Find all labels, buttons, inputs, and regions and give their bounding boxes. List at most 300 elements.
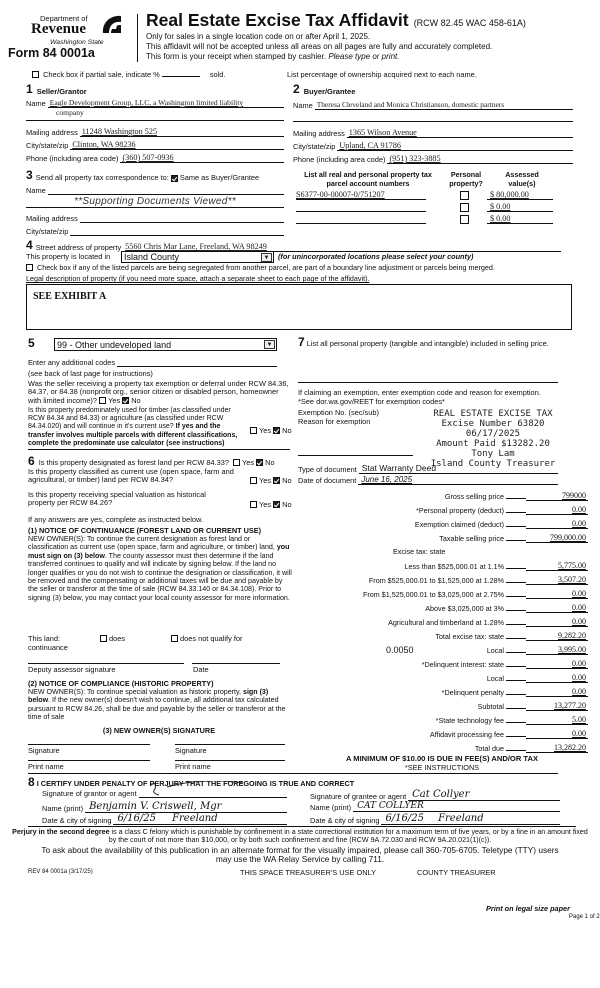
- county-note: (for unincorporated locations please select your county): [278, 252, 474, 261]
- personal-property-checkbox[interactable]: [460, 191, 469, 200]
- doc-date-value: June 16, 2025: [361, 475, 413, 484]
- this-land-label: This land:: [28, 634, 61, 643]
- partial-sale-row: [32, 70, 225, 79]
- doc-type-value: Stat Warranty Deed: [361, 463, 437, 473]
- owner1-signature-label: Signature: [28, 746, 60, 755]
- personal-property-checkbox[interactable]: [460, 215, 469, 224]
- land-use-select[interactable]: [54, 338, 277, 351]
- chevron-down-icon[interactable]: ▼: [261, 253, 272, 262]
- personal-col-header: Personal property?: [449, 170, 483, 188]
- compliance-text-c: . If the new owner(s) doesn't wish to continue, all additional tax calculated pursuant to RCW 84.26, shall be due and payable by the seller or transferor at the time of sale: [28, 696, 286, 722]
- deputy-signature-label: Deputy assessor signature: [28, 665, 116, 674]
- total-state-row: [296, 630, 588, 641]
- same-as-buyer-checkbox[interactable]: [171, 175, 178, 182]
- new-owner-signature-heading: (3) NEW OWNER(S) SIGNATURE: [102, 726, 216, 735]
- timber-question-bold: If yes and the transfer involves multiple parcels with different classifications, complete the predominate use calculator (see instructions): [28, 423, 238, 447]
- if-yes-note: If any answers are yes, complete as instructed below.: [28, 515, 203, 524]
- section-5-number: 5: [28, 336, 35, 350]
- chevron-down-icon[interactable]: ▼: [264, 340, 275, 349]
- correspondence-label: Send all property tax correspondence to:: [35, 173, 169, 182]
- total-due-value[interactable]: 13,282.20: [526, 743, 588, 753]
- buyer-section: [293, 82, 573, 164]
- grantor-date-value: 6/16/25: [117, 813, 156, 824]
- personal-property-list-label: List all personal property (tangible and intangible) included in selling price.: [306, 339, 549, 348]
- stamp-title: REAL ESTATE EXCISE TAX: [433, 409, 553, 419]
- buyer-city-row: [293, 141, 573, 151]
- washington-state-label: Washington State: [50, 39, 104, 46]
- historic-no-checkbox[interactable]: [273, 501, 280, 508]
- type-print-note: Please type or print.: [328, 52, 400, 61]
- total-state-label: Total excise tax: state: [435, 632, 504, 641]
- grantee-date-value: 6/16/25: [385, 813, 424, 824]
- no-label: No: [282, 426, 292, 435]
- treasurer-receipt-stamp: [418, 409, 568, 469]
- notice-text-a: NEW OWNER(S): To continue the current designation as forest land or classification as current use (open space, farm and agriculture, or timber) land,: [28, 535, 275, 552]
- timber-yes-checkbox[interactable]: [250, 427, 257, 434]
- does-label: does: [109, 634, 126, 643]
- receipt-note: This form is your receipt when stamped by cashier.: [146, 52, 327, 61]
- buyer-mailing-row: [293, 128, 573, 138]
- total-state-value[interactable]: 9,282.20: [526, 631, 588, 641]
- assessed-value: $ 0.00: [490, 202, 511, 211]
- grantee-name-value: CAT COLLYER: [357, 801, 424, 811]
- does-checkbox[interactable]: [100, 635, 107, 642]
- tech-fee-label: *State technology fee: [435, 716, 504, 725]
- notice-compliance-heading: (2) NOTICE OF COMPLIANCE (HISTORIC PROPERTY): [28, 679, 214, 688]
- buyer-phone-field[interactable]: [387, 154, 573, 164]
- seller-mailing-value: 11248 Washington 525: [81, 127, 158, 136]
- form-title: Real Estate Excise Tax Affidavit: [146, 10, 409, 30]
- header-divider: [137, 14, 138, 62]
- dor-swirl-icon: [100, 13, 124, 37]
- additional-codes-row: [28, 358, 288, 367]
- grantor-name-row: [42, 801, 287, 813]
- correspondence-section: [26, 168, 284, 236]
- does-not-option: [171, 634, 242, 643]
- seller-mailing-label: Mailing address: [26, 128, 78, 137]
- exemption-claimed-value[interactable]: 0.00: [526, 519, 588, 529]
- tier2-value[interactable]: 3,507.20: [526, 575, 588, 585]
- delinquent-penalty-value[interactable]: 0.00: [526, 687, 588, 697]
- grantee-date-field[interactable]: [381, 813, 560, 825]
- processing-fee-value[interactable]: 0.00: [526, 729, 588, 739]
- deputy-date-line[interactable]: [192, 663, 280, 664]
- correspondence-mailing-row: [26, 214, 284, 223]
- seller-phone-value: (360) 507-0936: [122, 153, 174, 162]
- notice-compliance-text: [28, 688, 292, 722]
- doc-type-label: Type of document: [298, 465, 357, 474]
- deputy-date-label: Date: [193, 665, 209, 674]
- ownership-note: List percentage of ownership acquired next to each name.: [287, 70, 477, 79]
- segregate-label: Check box if any of the listed parcels are being segregated from another parcel, are part of a boundary line adjustment or parcels being merged.: [37, 263, 495, 272]
- seller-name-line2: company: [56, 108, 84, 117]
- buyer-mailing-label: Mailing address: [293, 129, 345, 138]
- partial-sale-suffix: sold.: [209, 70, 226, 79]
- personal-property-list-field[interactable]: [298, 382, 558, 383]
- buyer-city-label: City/state/zip: [293, 142, 336, 151]
- notice-text-bold: you must sign on (3) below: [28, 543, 290, 560]
- segregate-checkbox[interactable]: [26, 264, 33, 271]
- parcel-col-header: List all real and personal property tax parcel account numbers: [304, 170, 432, 188]
- tier3-label: From $1,525,000.01 to $3,025,000 at 2.75%: [362, 590, 504, 599]
- current-use-no-checkbox[interactable]: [273, 477, 280, 484]
- delinquent-penalty-label: *Delinquent penalty: [441, 688, 504, 697]
- doc-date-label: Date of document: [298, 476, 357, 485]
- delinquent-penalty-row: [296, 686, 588, 697]
- local-rate: 0.0050: [386, 645, 414, 655]
- owner2-signature-label: Signature: [175, 746, 207, 755]
- forest-question-text: Is this property designated as forest land per RCW 84.33?: [38, 458, 229, 467]
- subtotal-value[interactable]: 13,277.20: [526, 701, 588, 711]
- buyer-name-value: Theresa Cleveland and Monica Christianson, domestic partners: [316, 100, 505, 109]
- buyer-name-field[interactable]: [315, 100, 573, 110]
- seller-heading: [26, 82, 284, 96]
- forest-no-checkbox[interactable]: [256, 459, 263, 466]
- section-number: 4: [26, 238, 33, 252]
- tier4-row: [296, 602, 588, 613]
- reason-field[interactable]: [298, 455, 413, 456]
- exemption-claimed-label: Exemption claimed (deduct): [414, 520, 504, 529]
- grantee-date-row: [310, 813, 560, 825]
- form-number: Form 84 0001a: [8, 46, 95, 60]
- grantee-name-label: Name (print): [310, 803, 352, 812]
- historic-question: Is this property receiving special valuation as historical property per RCW 84.26?: [28, 490, 206, 508]
- buyer-phone-label: Phone (including area code): [293, 155, 386, 164]
- doc-type-row: [298, 463, 558, 474]
- total-due-row: [296, 742, 588, 753]
- processing-fee-label: Affidavit processing fee: [429, 730, 504, 739]
- revision-label: REV 84 0001a (3/17/25): [28, 869, 93, 875]
- section-number: 8: [28, 775, 35, 789]
- seller-phone-field[interactable]: [120, 153, 284, 163]
- subtotal-label: Subtotal: [477, 702, 504, 711]
- stamp-treasurer-name: Tony Lam: [471, 449, 515, 459]
- seller-city-field[interactable]: [70, 140, 284, 150]
- no-label: No: [282, 476, 292, 485]
- grantor-signature-label: Signature of grantor or agent: [42, 789, 137, 798]
- exemption-note: If claiming an exemption, enter exemption code and reason for exemption. *See dor.wa.gov/REET for exemption codes*: [298, 388, 541, 406]
- local-tax-value[interactable]: 3,995.00: [526, 645, 588, 655]
- page-number: Page 1 of 2: [569, 914, 600, 920]
- parcel-row: [296, 189, 576, 200]
- buyer-mailing-value: 1365 Wilson Avenue: [348, 128, 417, 137]
- ag-timber-value[interactable]: 0.00: [526, 617, 588, 627]
- buyer-heading-label: Buyer/Grantee: [303, 87, 356, 96]
- grantee-name-row: [310, 801, 560, 812]
- seller-name-value: Eagle Development Group, LLC, a Washington limited liability: [49, 98, 244, 107]
- delinquent-local-label: Local: [486, 674, 504, 683]
- notice-continuance-heading: (1) NOTICE OF CONTINUANCE (FOREST LAND OR CURRENT USE): [28, 526, 262, 535]
- seller-phone-label: Phone (including area code): [26, 154, 119, 163]
- form-title-row: [146, 10, 526, 31]
- treasurer-use-label: THIS SPACE TREASURER'S USE ONLY: [240, 868, 377, 877]
- excise-state-heading: Excise tax: state: [393, 547, 446, 556]
- alt-format-notice: To ask about the availability of this publication in an alternate format for the visually impaired, please call 360-705-6705. Teletype (TTY) users may use the WA Relay Service by calling 711.: [41, 845, 559, 864]
- additional-codes-field[interactable]: [117, 358, 277, 367]
- owner1-signature-line[interactable]: [28, 744, 150, 745]
- certify-text: I CERTIFY UNDER PENALTY OF PERJURY THAT THE FOREGOING IS TRUE AND CORRECT: [36, 779, 355, 788]
- section-7: [298, 335, 568, 349]
- stamp-date: 06/17/2025: [465, 429, 521, 439]
- doc-date-row: [298, 475, 558, 485]
- street-label: Street address of property: [35, 243, 122, 252]
- buyer-name-underline: [293, 121, 573, 122]
- grantee-name-field[interactable]: [353, 801, 560, 812]
- timber-answer: [250, 426, 292, 435]
- see-instructions-note: *SEE INSTRUCTIONS: [404, 763, 480, 772]
- forest-yes-checkbox[interactable]: [233, 459, 240, 466]
- assessed-value-field[interactable]: [487, 190, 553, 200]
- section-divider: [28, 449, 290, 450]
- grantor-signature-row: [42, 789, 287, 798]
- tech-fee-row: [296, 714, 588, 725]
- exemption-no-label: Exemption No. (sec/sub): [298, 408, 379, 417]
- grantor-date-field[interactable]: [113, 813, 287, 825]
- historic-answer: [250, 500, 292, 509]
- perjury-text: is a class C felony which is punishable by confinement in a state correctional institution for a maximum term of five years, or by a fine in an amount fixed by the court of not more than $10,000, or by both such confinement and fine (RCW 9A.72.030 and RCW 9A.20.021(1)(c)).: [108, 828, 588, 845]
- buyer-phone-row: [293, 154, 573, 164]
- ag-timber-label: Agricultural and timberland at 1.28%: [388, 618, 504, 627]
- grantee-signature-field[interactable]: [408, 789, 560, 801]
- owner2-signature-line[interactable]: [175, 744, 285, 745]
- yes-label: Yes: [242, 458, 255, 467]
- local-tax-row: [296, 644, 588, 655]
- section-divider: [28, 826, 576, 827]
- parcel-row: [296, 213, 576, 224]
- correspondence-mailing-label: Mailing address: [26, 214, 78, 223]
- minimum-due-note: A MINIMUM OF $10.00 IS DUE IN FEE(S) AND/OR TAX: [345, 754, 539, 763]
- correspondence-city-row: [26, 227, 284, 236]
- yes-label: Yes: [259, 426, 272, 435]
- personal-property-deduct-label: *Personal property (deduct): [416, 506, 504, 515]
- compliance-text-a: NEW OWNER(S): To continue special valuation as historic property,: [28, 688, 242, 696]
- tier4-value[interactable]: 0.00: [526, 603, 588, 613]
- buyer-mailing-field[interactable]: [347, 128, 573, 138]
- header-line-2: This affidavit will not be accepted unless all areas on all pages are fully and accurately completed.: [146, 42, 493, 51]
- correspondence-mailing-field[interactable]: [80, 214, 284, 223]
- see-back-note: (see back of last page for instructions): [28, 369, 153, 378]
- legal-description-label: Legal description of property (if you need more space, attach a separate sheet to each page of the affidavit).: [26, 274, 370, 283]
- assessed-value: $ 0.00: [490, 214, 511, 223]
- taxable-selling-price-value[interactable]: 799,000.00: [526, 533, 588, 543]
- parcel-number-field[interactable]: [296, 202, 426, 212]
- delinquent-state-value[interactable]: 0.00: [526, 659, 588, 669]
- reason-label: Reason for exemption: [298, 417, 371, 426]
- seller-city-row: [26, 140, 284, 150]
- ag-timber-row: [296, 616, 588, 627]
- correspondence-name-field[interactable]: [48, 186, 284, 195]
- timber-no-checkbox[interactable]: [273, 427, 280, 434]
- correspondence-name-label: Name: [26, 186, 46, 195]
- partial-sale-checkbox[interactable]: [32, 71, 39, 78]
- tier2-row: [296, 574, 588, 585]
- tier3-row: [296, 588, 588, 599]
- tier1-label: Less than $525,000.01 at 1.1%: [404, 562, 504, 571]
- stamp-amount-paid: Amount Paid $13282.20: [436, 439, 550, 449]
- grantor-signature-field[interactable]: [139, 789, 288, 798]
- exemption-claimed-row: [296, 518, 588, 529]
- exemption-no-checkbox[interactable]: [122, 397, 129, 404]
- local-tax-label: Local: [486, 646, 504, 655]
- section-number: 7: [298, 335, 305, 349]
- yes-label: Yes: [108, 395, 121, 405]
- current-use-question: Is this property classified as current use (open space, farm and agricultural, or timber) land per RCW 84.34?: [28, 467, 234, 485]
- taxable-selling-price-label: Taxable selling price: [439, 534, 504, 543]
- grantee-date-label: Date & city of signing: [310, 816, 380, 825]
- exemption-yes-checkbox[interactable]: [99, 397, 106, 404]
- buyer-phone-value: (951) 323-3885: [389, 154, 441, 163]
- delinquent-state-row: [296, 658, 588, 669]
- grantee-signature-label: Signature of grantee or agent: [310, 792, 407, 801]
- does-not-checkbox[interactable]: [171, 635, 178, 642]
- buyer-name-row: [293, 100, 573, 110]
- seller-mailing-row: [26, 127, 284, 137]
- gross-selling-price-label: Gross selling price: [444, 492, 504, 501]
- tech-fee-value[interactable]: 5.00: [526, 715, 588, 725]
- seller-mailing-field[interactable]: [80, 127, 284, 137]
- seller-name-underline: [26, 120, 284, 121]
- compliance-text-bold: sign (3) below: [28, 688, 269, 705]
- owner2-print-line[interactable]: [175, 760, 285, 761]
- seller-heading-label: Seller/Grantor: [36, 87, 87, 96]
- assessed-value: $ 80,000.00: [490, 190, 529, 199]
- print-legal-note: Print on legal size paper: [486, 904, 570, 913]
- supporting-docs-stamp: **Supporting Documents Viewed**: [26, 195, 284, 208]
- subtotal-row: [296, 700, 588, 711]
- grantor-city-value: Freeland: [172, 813, 218, 824]
- forest-question: [28, 454, 292, 468]
- historic-yes-checkbox[interactable]: [250, 501, 257, 508]
- street-row: [26, 238, 561, 252]
- current-use-answer: [250, 476, 292, 485]
- seller-phone-row: [26, 153, 284, 163]
- partial-sale-percent-field[interactable]: [162, 76, 200, 77]
- tier3-value[interactable]: 0.00: [526, 589, 588, 599]
- delinquent-state-label: *Delinquent interest: state: [421, 660, 504, 669]
- land-use-value: 99 - Other undeveloped land: [57, 339, 172, 350]
- parcel-number-field[interactable]: [296, 190, 426, 200]
- legal-description-value: SEE EXHIBIT A: [33, 291, 107, 302]
- segregate-row: [26, 263, 495, 272]
- dept-of-label: Department of: [40, 14, 88, 23]
- seller-name-label: Name: [26, 99, 46, 108]
- does-not-label: does not qualify for: [180, 634, 243, 643]
- parcel-table: [296, 189, 576, 224]
- notice-text-c: . The county assessor must then determine if the land transferred continues to qualify and will indicate by signing below. If the land no longer qualifies or you do not wish to continue the designation or classification, it will be removed and the compensating or additional taxes will be due and payable by the seller or transferor at the time of sale (RCW 84.33.140 or 84.34.108). Prior to signing (3) below, you may contact your local county assessor for more information.: [28, 551, 292, 602]
- tier1-value[interactable]: 5,775.00: [526, 561, 588, 571]
- correspondence-city-label: City/state/zip: [26, 227, 69, 236]
- exemption-question-text: Was the seller receiving a property tax exemption or deferral under RCW 84.36, 84.37, or 84.38 (nonprofit org., senior citizen or disabled person, homeowner with limited income)?: [28, 379, 289, 405]
- gross-selling-price-row: [296, 490, 588, 501]
- grantor-signature-scribble: [143, 781, 263, 799]
- assessed-col-header: Assessed value(s): [505, 170, 539, 188]
- grantee-signature-row: [310, 789, 560, 801]
- owner1-print-label: Print name: [28, 762, 64, 771]
- street-address-value: 5560 Chris Mar Lane, Freeland, WA 98249: [125, 242, 267, 251]
- tier2-label: From $525,000.01 to $1,525,000 at 1.28%: [368, 576, 504, 585]
- stamp-treasurer-title: Island County Treasurer: [430, 459, 556, 469]
- parcel-number-value: S6377-00-00007-0/751207: [296, 190, 385, 199]
- notice-continuance-text: [28, 535, 292, 602]
- taxable-selling-price-row: [296, 532, 588, 543]
- gross-selling-price-value[interactable]: 799000: [526, 491, 588, 501]
- exemption-question: [28, 380, 290, 405]
- seller-name-field[interactable]: [48, 98, 284, 108]
- tier4-label: Above $3,025,000 at 3%: [425, 604, 504, 613]
- no-label: No: [265, 458, 275, 467]
- no-label: No: [131, 395, 141, 405]
- parcel-row: [296, 201, 576, 212]
- grantor-date-row: [42, 813, 287, 825]
- seller-name-row: [26, 98, 284, 108]
- assessed-value-field[interactable]: [487, 214, 553, 224]
- header-line-3: [146, 52, 399, 61]
- doc-date-field[interactable]: [358, 475, 558, 485]
- seller-section: [26, 82, 284, 163]
- grantor-name-field[interactable]: [85, 801, 287, 813]
- header-line-1: Only for sales in a single location code on or after April 1, 2025.: [146, 32, 371, 41]
- grantee-city-value: Freeland: [438, 813, 484, 824]
- yes-label: Yes: [259, 500, 272, 509]
- continuance-label: continuance: [28, 643, 68, 652]
- section-number: 6: [28, 454, 35, 468]
- personal-property-deduct-row: [296, 504, 588, 515]
- stamp-excise-number: Excise Number 63820: [441, 419, 545, 429]
- timber-question-text: Is this property predominately used for timber (as classified under RCW 84.34 and 84.33) or agriculture (as classified under RCW 84.34.020) and will continue in it's current use?: [28, 407, 231, 431]
- delinquent-local-row: [296, 672, 588, 683]
- deputy-signature-line[interactable]: [28, 663, 184, 664]
- county-select-value: Island County: [124, 252, 180, 262]
- doc-type-field[interactable]: [359, 463, 558, 474]
- county-select[interactable]: [121, 251, 274, 263]
- buyer-name-label: Name: [293, 101, 313, 110]
- processing-fee-row: [296, 728, 588, 739]
- tier1-row: [296, 560, 588, 571]
- seller-city-value: Clinton, WA 98236: [72, 140, 136, 149]
- buyer-city-value: Upland, CA 91786: [339, 141, 401, 150]
- owner1-print-line[interactable]: [28, 760, 150, 761]
- personal-property-deduct-value[interactable]: 0.00: [526, 505, 588, 515]
- no-label: No: [282, 500, 292, 509]
- county-label: This property is located in: [26, 252, 111, 261]
- form-citation: (RCW 82.45 WAC 458-61A): [413, 18, 526, 28]
- section-divider: [28, 773, 558, 774]
- grantor-name-value: Benjamin V. Criswell, Mgr: [89, 801, 222, 812]
- owner2-print-label: Print name: [175, 762, 211, 771]
- personal-property-checkbox[interactable]: [460, 203, 469, 212]
- additional-codes-label: Enter any additional codes: [28, 358, 116, 367]
- grantee-signature-value: Cat Collyer: [412, 789, 470, 800]
- this-land-row: [28, 634, 290, 643]
- correspondence-heading: [26, 168, 284, 182]
- exemption-answer: [99, 396, 141, 405]
- assessed-value-field[interactable]: [487, 202, 553, 212]
- perjury-bold: Perjury in the second degree: [12, 828, 110, 836]
- partial-sale-label: Check box if partial sale, indicate %: [43, 70, 160, 79]
- legal-description-box[interactable]: [26, 284, 572, 330]
- yes-label: Yes: [259, 476, 272, 485]
- correspondence-city-field[interactable]: [70, 227, 284, 236]
- seller-city-label: City/state/zip: [26, 141, 69, 150]
- timber-question: [28, 407, 246, 448]
- buyer-city-field[interactable]: [337, 141, 573, 151]
- delinquent-local-value[interactable]: 0.00: [526, 673, 588, 683]
- buyer-heading: [293, 82, 573, 96]
- current-use-yes-checkbox[interactable]: [250, 477, 257, 484]
- parcel-number-field[interactable]: [296, 214, 426, 224]
- perjury-notice: [8, 828, 592, 845]
- section-number: 1: [26, 82, 33, 96]
